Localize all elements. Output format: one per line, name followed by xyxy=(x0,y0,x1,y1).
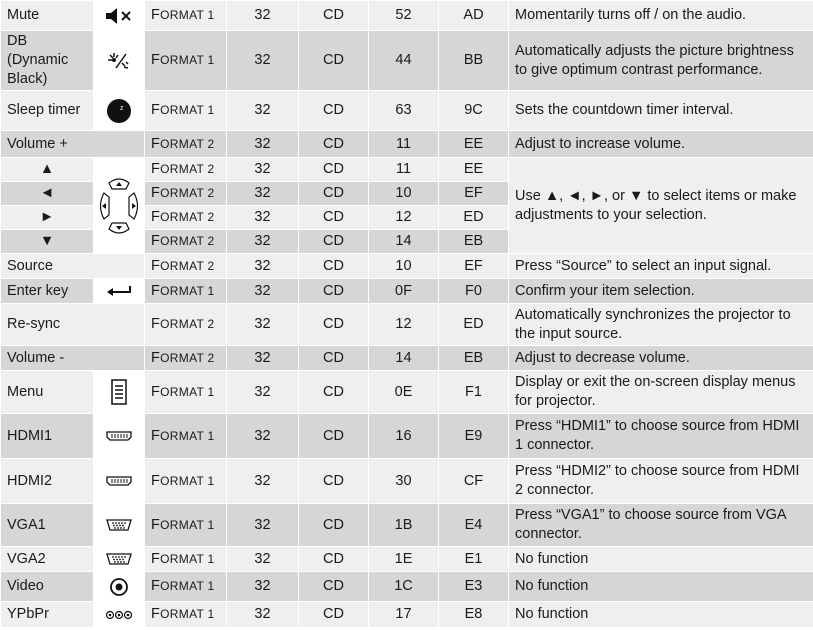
format-label: FORMAT 1 xyxy=(145,547,227,572)
key-name: VGA1 xyxy=(1,504,94,547)
code-byte-1: 32 xyxy=(227,254,299,279)
code-byte-1: 32 xyxy=(227,371,299,414)
code-byte-1: 32 xyxy=(227,602,299,628)
code-byte-4: BB xyxy=(439,31,509,91)
menu-icon xyxy=(94,371,145,414)
table-row xyxy=(1,158,813,182)
dynamic-black-icon xyxy=(94,31,145,91)
description: Press “HDMI1” to choose source from HDMI 1 connector. xyxy=(509,414,813,459)
table-row xyxy=(1,346,813,371)
code-byte-3: 14 xyxy=(369,346,439,371)
format-label: FORMAT 1 xyxy=(145,414,227,459)
description: Momentarily turns off / on the audio. xyxy=(509,1,813,31)
code-byte-3: 63 xyxy=(369,91,439,131)
code-byte-4: EE xyxy=(439,131,509,158)
format-label: FORMAT 1 xyxy=(145,572,227,602)
format-label: FORMAT 1 xyxy=(145,31,227,91)
code-byte-4: 9C xyxy=(439,91,509,131)
code-byte-4: ED xyxy=(439,206,509,230)
mute-icon xyxy=(94,1,145,31)
key-name: Sleep timer xyxy=(1,91,94,131)
table-row xyxy=(1,414,813,459)
code-byte-2: CD xyxy=(299,230,369,254)
key-name: YPbPr xyxy=(1,602,94,628)
code-byte-2: CD xyxy=(299,572,369,602)
code-byte-4: EF xyxy=(439,182,509,206)
code-byte-1: 32 xyxy=(227,230,299,254)
key-name: Menu xyxy=(1,371,94,414)
code-byte-1: 32 xyxy=(227,91,299,131)
code-byte-2: CD xyxy=(299,602,369,628)
description: Adjust to increase volume. xyxy=(509,131,813,158)
code-byte-3: 0E xyxy=(369,371,439,414)
code-byte-3: 30 xyxy=(369,459,439,504)
code-byte-4: E4 xyxy=(439,504,509,547)
key-name: ▲ xyxy=(1,158,94,182)
code-byte-3: 17 xyxy=(369,602,439,628)
key-name: Enter key xyxy=(1,279,94,304)
code-byte-2: CD xyxy=(299,182,369,206)
description: No function xyxy=(509,547,813,572)
code-byte-2: CD xyxy=(299,459,369,504)
format-label: FORMAT 2 xyxy=(145,254,227,279)
format-label: FORMAT 1 xyxy=(145,91,227,131)
description: Confirm your item selection. xyxy=(509,279,813,304)
code-byte-3: 44 xyxy=(369,31,439,91)
vga-port-icon xyxy=(94,547,145,572)
key-name: Volume + xyxy=(1,131,145,158)
code-byte-2: CD xyxy=(299,158,369,182)
description: Use ▲, ◄, ►, or ▼ to select items or make adjustments to your selection. xyxy=(509,158,813,254)
description: No function xyxy=(509,572,813,602)
format-label: FORMAT 1 xyxy=(145,602,227,628)
table-row xyxy=(1,1,813,31)
code-byte-1: 32 xyxy=(227,414,299,459)
code-byte-1: 32 xyxy=(227,158,299,182)
table-row xyxy=(1,304,813,346)
key-name: Video xyxy=(1,572,94,602)
code-byte-2: CD xyxy=(299,254,369,279)
key-name: Re-sync xyxy=(1,304,145,346)
code-byte-1: 32 xyxy=(227,459,299,504)
code-byte-1: 32 xyxy=(227,1,299,31)
code-byte-3: 16 xyxy=(369,414,439,459)
format-label: FORMAT 2 xyxy=(145,158,227,182)
description: Sets the countdown timer interval. xyxy=(509,91,813,131)
key-name: Mute xyxy=(1,1,94,31)
description: No function xyxy=(509,602,813,628)
table-row xyxy=(1,254,813,279)
format-label: FORMAT 2 xyxy=(145,346,227,371)
table-row xyxy=(1,459,813,504)
sleep-timer-icon xyxy=(94,91,145,131)
description: Press “Source” to select an input signal. xyxy=(509,254,813,279)
description: Press “HDMI2” to choose source from HDMI 2 connector. xyxy=(509,459,813,504)
code-byte-2: CD xyxy=(299,414,369,459)
code-byte-1: 32 xyxy=(227,182,299,206)
format-label: FORMAT 2 xyxy=(145,230,227,254)
code-byte-4: E1 xyxy=(439,547,509,572)
code-byte-4: EB xyxy=(439,346,509,371)
code-byte-2: CD xyxy=(299,346,369,371)
code-byte-3: 1B xyxy=(369,504,439,547)
code-byte-4: EF xyxy=(439,254,509,279)
vga-port-icon xyxy=(94,504,145,547)
table-row xyxy=(1,31,813,91)
code-byte-4: F0 xyxy=(439,279,509,304)
format-label: FORMAT 2 xyxy=(145,182,227,206)
component-jacks-icon xyxy=(94,602,145,628)
code-byte-3: 11 xyxy=(369,158,439,182)
format-label: FORMAT 1 xyxy=(145,504,227,547)
code-byte-2: CD xyxy=(299,1,369,31)
key-name: ► xyxy=(1,206,94,230)
code-byte-3: 1E xyxy=(369,547,439,572)
code-byte-3: 10 xyxy=(369,182,439,206)
code-byte-2: CD xyxy=(299,504,369,547)
table-row xyxy=(1,131,813,158)
description: Adjust to decrease volume. xyxy=(509,346,813,371)
code-byte-4: EB xyxy=(439,230,509,254)
code-byte-1: 32 xyxy=(227,346,299,371)
video-jack-icon xyxy=(94,572,145,602)
code-byte-1: 32 xyxy=(227,504,299,547)
description: Press “VGA1” to choose source from VGA connector. xyxy=(509,504,813,547)
key-name: VGA2 xyxy=(1,547,94,572)
code-byte-1: 32 xyxy=(227,547,299,572)
key-name: HDMI1 xyxy=(1,414,94,459)
description: Display or exit the on-screen display menus for projector. xyxy=(509,371,813,414)
code-byte-2: CD xyxy=(299,91,369,131)
format-label: FORMAT 1 xyxy=(145,371,227,414)
code-byte-1: 32 xyxy=(227,572,299,602)
code-byte-3: 0F xyxy=(369,279,439,304)
enter-icon xyxy=(94,279,145,304)
code-byte-1: 32 xyxy=(227,131,299,158)
key-name: Source xyxy=(1,254,145,279)
code-byte-2: CD xyxy=(299,31,369,91)
code-byte-3: 52 xyxy=(369,1,439,31)
description: Automatically adjusts the picture brightness to give optimum contrast performance. xyxy=(509,31,813,91)
code-byte-1: 32 xyxy=(227,279,299,304)
table-row xyxy=(1,371,813,414)
key-name: ▼ xyxy=(1,230,94,254)
code-byte-4: CF xyxy=(439,459,509,504)
key-name: DB (Dynamic Black) xyxy=(1,31,94,91)
hdmi-port-icon xyxy=(94,414,145,459)
code-byte-2: CD xyxy=(299,279,369,304)
format-label: FORMAT 1 xyxy=(145,1,227,31)
table-row xyxy=(1,91,813,131)
code-byte-3: 1C xyxy=(369,572,439,602)
format-label: FORMAT 1 xyxy=(145,279,227,304)
code-byte-2: CD xyxy=(299,547,369,572)
hdmi-port-icon xyxy=(94,459,145,504)
code-byte-1: 32 xyxy=(227,206,299,230)
code-byte-2: CD xyxy=(299,131,369,158)
code-byte-4: EE xyxy=(439,158,509,182)
four-way-keys-icon xyxy=(94,158,145,254)
code-byte-3: 10 xyxy=(369,254,439,279)
format-label: FORMAT 2 xyxy=(145,304,227,346)
table-row xyxy=(1,602,813,628)
format-label: FORMAT 2 xyxy=(145,131,227,158)
key-name: HDMI2 xyxy=(1,459,94,504)
code-byte-4: F1 xyxy=(439,371,509,414)
code-byte-3: 11 xyxy=(369,131,439,158)
svg-text:z: z xyxy=(120,104,124,112)
description: Automatically synchronizes the projector to the input source. xyxy=(509,304,813,346)
code-byte-4: AD xyxy=(439,1,509,31)
key-name: Volume - xyxy=(1,346,145,371)
code-byte-3: 12 xyxy=(369,304,439,346)
key-name: ◄ xyxy=(1,182,94,206)
table-row xyxy=(1,572,813,602)
format-label: FORMAT 2 xyxy=(145,206,227,230)
code-byte-1: 32 xyxy=(227,31,299,91)
code-byte-4: E8 xyxy=(439,602,509,628)
table-row xyxy=(1,547,813,572)
code-byte-3: 12 xyxy=(369,206,439,230)
code-byte-4: E9 xyxy=(439,414,509,459)
code-byte-2: CD xyxy=(299,206,369,230)
table-row xyxy=(1,504,813,547)
code-byte-4: ED xyxy=(439,304,509,346)
code-byte-4: E3 xyxy=(439,572,509,602)
code-byte-1: 32 xyxy=(227,304,299,346)
code-byte-2: CD xyxy=(299,371,369,414)
code-byte-2: CD xyxy=(299,304,369,346)
format-label: FORMAT 1 xyxy=(145,459,227,504)
code-byte-3: 14 xyxy=(369,230,439,254)
table-row xyxy=(1,279,813,304)
